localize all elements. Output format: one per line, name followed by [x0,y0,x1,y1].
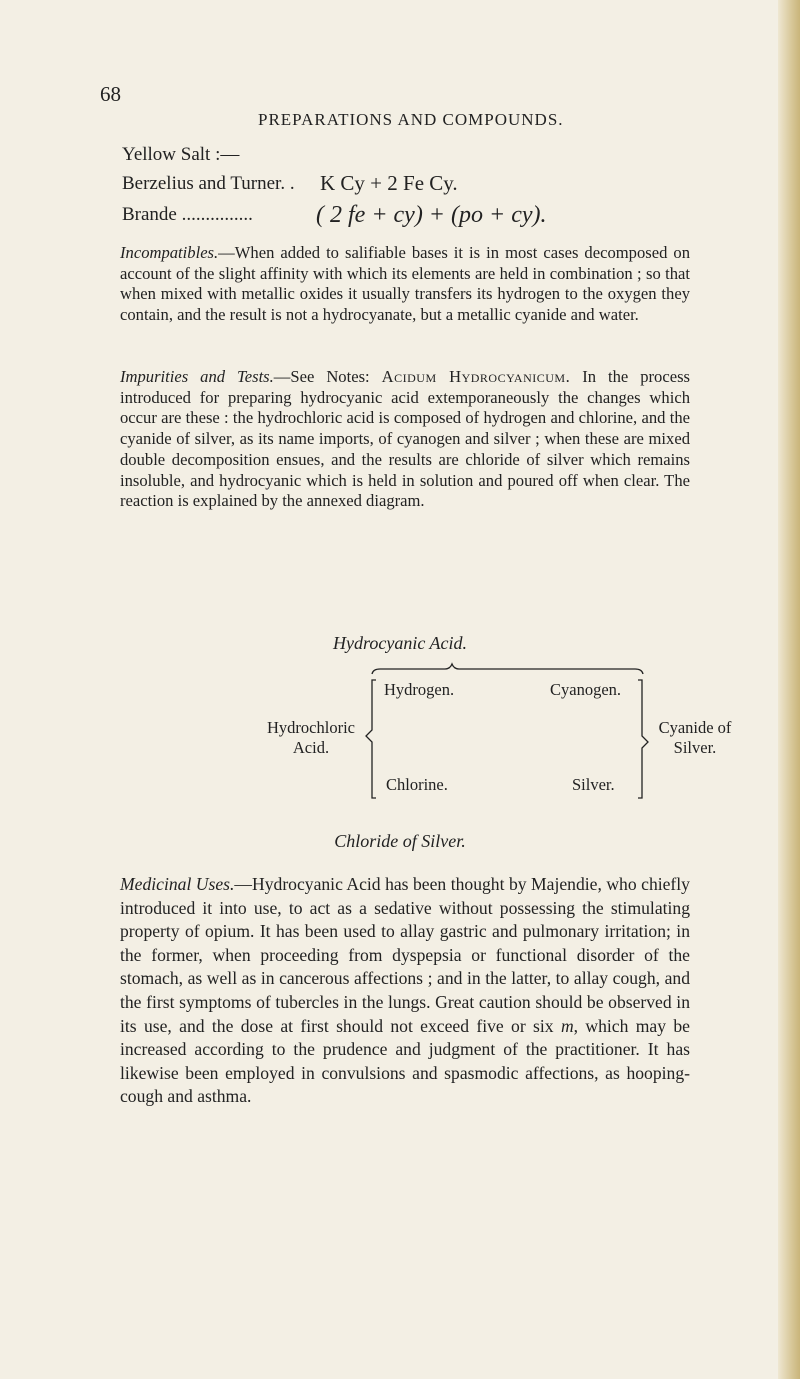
diagram-chlorine: Chlorine. [386,775,448,794]
formula-label: Brande [122,204,177,225]
formula-value-berzelius: K Cy + 2 Fe Cy. [320,171,458,195]
section-label: Incompatibles. [120,243,219,262]
minim-symbol: m [560,1015,574,1036]
cross-reference: Acidum Hydrocyanicum. [381,367,571,386]
running-title: PREPARATIONS AND COMPOUNDS. [258,110,564,129]
paragraph-text: —See Notes: [273,367,382,386]
formula-value-brande: ( 2 fe + cy) + (po + cy). [316,202,547,228]
diagram-top-label: Hydrocyanic Acid. [333,633,467,653]
top-brace [372,664,643,674]
paragraph-text: , which may be increased according to the prudence and judgment of the practitioner. It has likewise been employed in convulsions and spasmodic affections, as hooping-cough and asthma. [120,1015,690,1107]
yellow-salt-heading: Yellow Salt :— [122,144,240,165]
diagram-hydrogen: Hydrogen. [384,680,455,699]
diagram-right-label: Cyanide of Silver. [658,718,732,757]
left-bracket [366,680,376,798]
diagram-silver: Silver. [572,775,615,794]
paragraph-text: In the process introduced for preparing hydrocyanic acid extemporaneously the changes which occur are these : the hydrochloric acid is composed of hydrogen and chlorine, and the cyanide of silver, as its name imports, of cyanogen and silver ; when these are mixed double decomposition ensues, and the results are chloride of silver which remains insoluble, and hydrocyanic which is held in solution and poured off when clear. The reaction is explained by the annexed diagram. [120,367,691,511]
formula-label: Berzelius and Turner. . [122,173,295,194]
right-bracket [638,680,648,798]
diagram-left-label: Hydrochloric Acid. [267,718,355,757]
section-label: Medicinal Uses. [120,874,235,894]
formula-leader: ............... [181,204,253,225]
paragraph-text: —When added to salifiable bases it is in most cases decomposed on account of the slight affinity with which its elements are held in combination ; so that when mixed with metallic oxides it usually transfers its hydrogen to the oxygen they contain, and the result is not a hydrocyanate, but a metallic cyanide and water. [120,243,690,325]
medicinal-uses-paragraph [120,873,690,1109]
page-number: 68 [100,82,121,106]
section-label: Impurities and Tests. [120,367,274,386]
page-edge [778,0,800,1379]
diagram-cyanogen: Cyanogen. [550,680,622,699]
diagram-bottom-label: Chloride of Silver. [334,831,466,851]
paragraph-text: —Hydrocyanic Acid has been thought by Majendie, who chiefly introduced it into use, to act as a sedative without possessing the stimulating property of opium. It has been used to allay gastric and pulmonary irritation; in the former, when proceeding from dyspepsia or functional disorder of the stomach, as well as in cancerous affections ; and in the latter, to allay cough, and the first symptoms of tubercles in the lungs. Great caution should be observed in its use, and the dose at first should not exceed five or six [120,874,690,1036]
